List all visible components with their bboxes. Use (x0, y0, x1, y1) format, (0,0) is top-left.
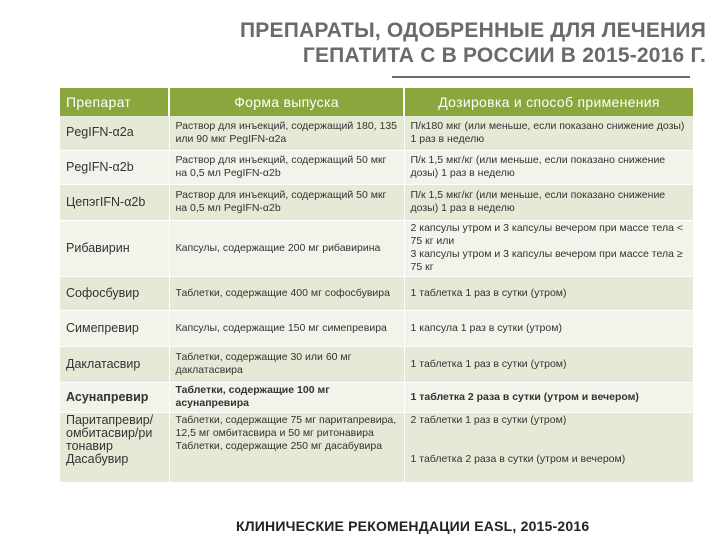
drug-name: Рибавирин (60, 220, 169, 276)
drug-name: Даклатасвир (60, 346, 169, 382)
slide-title-line-2: ГЕПАТИТА С В РОССИИ В 2015-2016 Г. (302, 44, 706, 67)
header-form: Форма выпуска (169, 88, 404, 116)
drug-dosage: 1 таблетка 1 раз в сутки (утром) (404, 276, 693, 310)
drug-dosage: П/к180 мкг (или меньше, если показано снижение дозы) 1 раз в неделю (404, 116, 693, 150)
table-row (60, 116, 693, 150)
slide-title-line-1: ПРЕПАРАТЫ, ОДОБРЕННЫЕ ДЛЯ ЛЕЧЕНИЯ (240, 19, 706, 42)
table-row (60, 412, 693, 482)
drug-form: Таблетки, содержащие 75 мг паритапревира, 12,5 мг омбитасвира и 50 мг ритонавира Таблетки, содержащие 250 мг дасабувира (169, 412, 404, 482)
drug-table (60, 88, 693, 483)
drug-name: ЦепэгIFN-α2b (60, 184, 169, 220)
drug-form: Раствор для инъекций, содержащий 50 мкг на 0,5 мл PegIFN-α2b (169, 184, 404, 220)
dosage-line: 2 капсулы утром и 3 капсулы вечером при массе тела < 75 кг или (410, 222, 683, 247)
drug-name: Асунапревир (60, 382, 169, 412)
drug-form: Капсулы, содержащие 150 мг симепревира (169, 310, 404, 346)
drug-form: Таблетки, содержащие 30 или 60 мг даклатасвира (169, 346, 404, 382)
drug-dosage: П/к 1,5 мкг/кг (или меньше, если показано снижение дозы) 1 раз в неделю (404, 150, 693, 184)
drug-form: Капсулы, содержащие 200 мг рибавирина (169, 220, 404, 276)
table-row (60, 150, 693, 184)
drug-name: Паритапревир/ омбитасвир/ри тонавир Дасабувир (60, 412, 169, 482)
dosage-line: 2 таблетки 1 раз в сутки (утром) (410, 413, 567, 426)
source-footer: КЛИНИЧЕСКИЕ РЕКОМЕНДАЦИИ EASL, 2015-2016 (236, 518, 590, 534)
drug-dosage (404, 220, 693, 276)
drug-form: Таблетки, содержащие 400 мг софосбувира (169, 276, 404, 310)
table-row (60, 184, 693, 220)
table-row (60, 276, 693, 310)
header-dosage: Дозировка и способ применения (404, 88, 693, 116)
table-row (60, 382, 693, 412)
drug-dosage: 1 капсула 1 раз в сутки (утром) (404, 310, 693, 346)
drug-name: Симепревир (60, 310, 169, 346)
dosage-line: 3 капсулы утром и 3 капсулы вечером при массе тела ≥ 75 кг (410, 248, 683, 273)
table-row (60, 346, 693, 382)
dosage-line: 1 таблетка 2 раза в сутки (утром и вечером) (410, 452, 626, 465)
drug-form: Раствор для инъекций, содержащий 180, 135 или 90 мкг PegIFN-α2a (169, 116, 404, 150)
drug-form: Таблетки, содержащие 100 мг асунапревира (169, 382, 404, 412)
drug-name: Софосбувир (60, 276, 169, 310)
title-underline (392, 76, 690, 78)
drug-dosage: П/к 1,5 мкг/кг (или меньше, если показано снижение дозы) 1 раз в неделю (404, 184, 693, 220)
slide-title (106, 18, 706, 68)
drug-dosage: 1 таблетка 1 раз в сутки (утром) (404, 346, 693, 382)
drug-dosage: 1 таблетка 2 раза в сутки (утром и вечером) (404, 382, 693, 412)
table-row (60, 220, 693, 276)
header-drug: Препарат (60, 88, 169, 116)
drug-name: PegIFN-α2b (60, 150, 169, 184)
table-row (60, 310, 693, 346)
drug-form: Раствор для инъекций, содержащий 50 мкг на 0,5 мл PegIFN-α2b (169, 150, 404, 184)
table-header-row (60, 88, 693, 116)
drug-name: PegIFN-α2a (60, 116, 169, 150)
drug-dosage (404, 412, 693, 482)
